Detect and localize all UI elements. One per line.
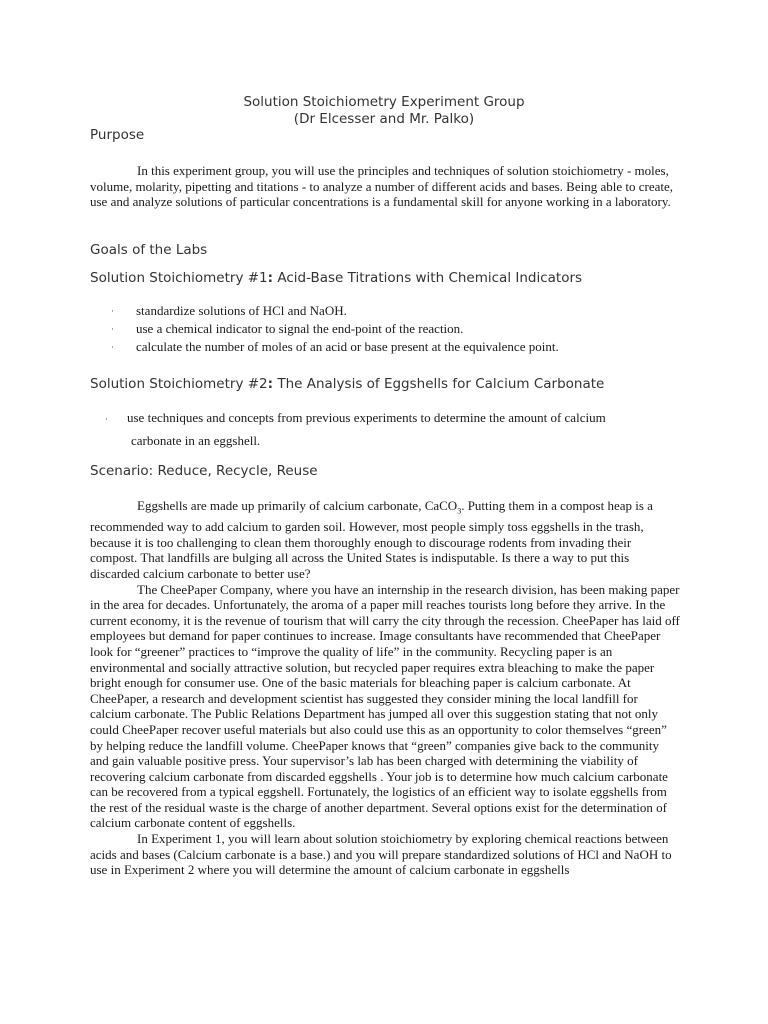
scenario-paragraph-3: In Experiment 1, you will learn about solution stoichiometry by exploring chemical reactions between acids and bases (Calcium carbonate is a base.) and you will prepare standardized solutions of HCl and NaOH to use in Experiment 2 where you will determine the amount of calcium carbonate in eggshells bbox=[90, 831, 672, 878]
lab2-goal-line2: carbonate in an eggshell. bbox=[131, 433, 261, 448]
purpose-paragraph: In this experiment group, you will use the principles and techniques of solution stoichiometry - moles, volume, molarity, pipetting and titations - to analyze a number of different acids and bases. Being able to create, use and analyze solutions of particular concentrations is a fundamental skill for anyone working in a laboratory. bbox=[90, 163, 674, 210]
goals-heading: Goals of the Labs bbox=[90, 242, 208, 258]
scenario-p1-subscript: 3 bbox=[457, 506, 462, 516]
list-item-text: calculate the number of moles of an acid or base present at the equivalence point. bbox=[136, 339, 559, 354]
lab1-heading bbox=[90, 270, 582, 286]
lab2-heading-rest: The Analysis of Eggshells for Calcium Carbonate bbox=[273, 376, 605, 392]
bullet-dot: · bbox=[111, 306, 114, 316]
scenario-body bbox=[90, 498, 680, 878]
lab1-heading-sep: : bbox=[267, 270, 274, 286]
lab2-goal-line1: use techniques and concepts from previous experiments to determine the amount of calcium bbox=[127, 410, 606, 425]
scenario-paragraph-1 bbox=[90, 498, 680, 582]
list-item bbox=[111, 302, 559, 320]
bullet-dot: · bbox=[111, 324, 114, 334]
lab2-goal-item bbox=[105, 407, 625, 451]
scenario-heading: Scenario: Reduce, Recycle, Reuse bbox=[90, 463, 318, 479]
scenario-p1-end: . Putting them in a compost heap is a recommended way to add calcium to garden soil. However, most people simply toss eggshells in the trash, because it is too challenging to clean them thoroughly enough to discourage rodents from invading their compost. That landfills are bulging all across the United States is indisputable. Is there a way to put this discarded calcium carbonate to better use? bbox=[90, 498, 653, 581]
document-subtitle: (Dr Elcesser and Mr. Palko) bbox=[293, 111, 475, 127]
lab2-heading bbox=[90, 376, 604, 392]
bullet-dot: · bbox=[105, 414, 108, 424]
document-title: Solution Stoichiometry Experiment Group bbox=[243, 94, 525, 110]
lab2-heading-prefix: Solution Stoichiometry #2 bbox=[90, 376, 268, 392]
lab1-heading-prefix: Solution Stoichiometry #1 bbox=[90, 270, 268, 286]
scenario-p1-start: Eggshells are made up primarily of calcium carbonate, CaCO bbox=[137, 498, 458, 513]
list-item bbox=[111, 338, 559, 356]
list-item-text: standardize solutions of HCl and NaOH. bbox=[136, 303, 347, 318]
list-item-text: use a chemical indicator to signal the end-point of the reaction. bbox=[136, 321, 464, 336]
lab1-heading-rest: Acid-Base Titrations with Chemical Indicators bbox=[273, 270, 583, 286]
bullet-dot: · bbox=[111, 342, 114, 352]
lab2-heading-sep: : bbox=[267, 376, 274, 392]
scenario-paragraph-2: The CheePaper Company, where you have an internship in the research division, has been making paper in the area for decades. Unfortunately, the aroma of a paper mill reaches tourists long before they arrive. In the current economy, it is the revenue of tourism that will carry the city through the recession. CheePaper has laid off employees but demand for paper continues to increase. Image consultants have recommended that CheePaper look for “greener” practices to “improve the quality of life” in the community. Recycling paper is an environmental and socially attractive solution, but recycled paper requires extra bleaching to make the paper bright enough for consumer use. One of the basic materials for bleaching paper is calcium carbonate. At CheePaper, a research and development scientist has suggested they consider mining the local landfill for calcium carbonate. The Public Relations Department has jumped all over this suggestion stating that not only could CheePaper recover useful materials but also could use this as an opportunity to color themselves “green” by helping reduce the landfill volume. CheePaper knows that “green” companies give back to the community and gain valuable positive press. Your supervisor’s lab has been charged with determining the viability of recovering calcium carbonate from discarded eggshells . Your job is to determine how much calcium carbonate can be recovered from a typical eggshell. Fortunately, the logistics of an efficient way to isolate eggshells from the rest of the residual waste is the charge of another department. Several options exist for the determination of calcium carbonate content of eggshells. bbox=[90, 581, 680, 831]
lab1-goal-list bbox=[111, 302, 559, 356]
purpose-heading: Purpose bbox=[90, 127, 145, 143]
list-item bbox=[111, 320, 559, 338]
